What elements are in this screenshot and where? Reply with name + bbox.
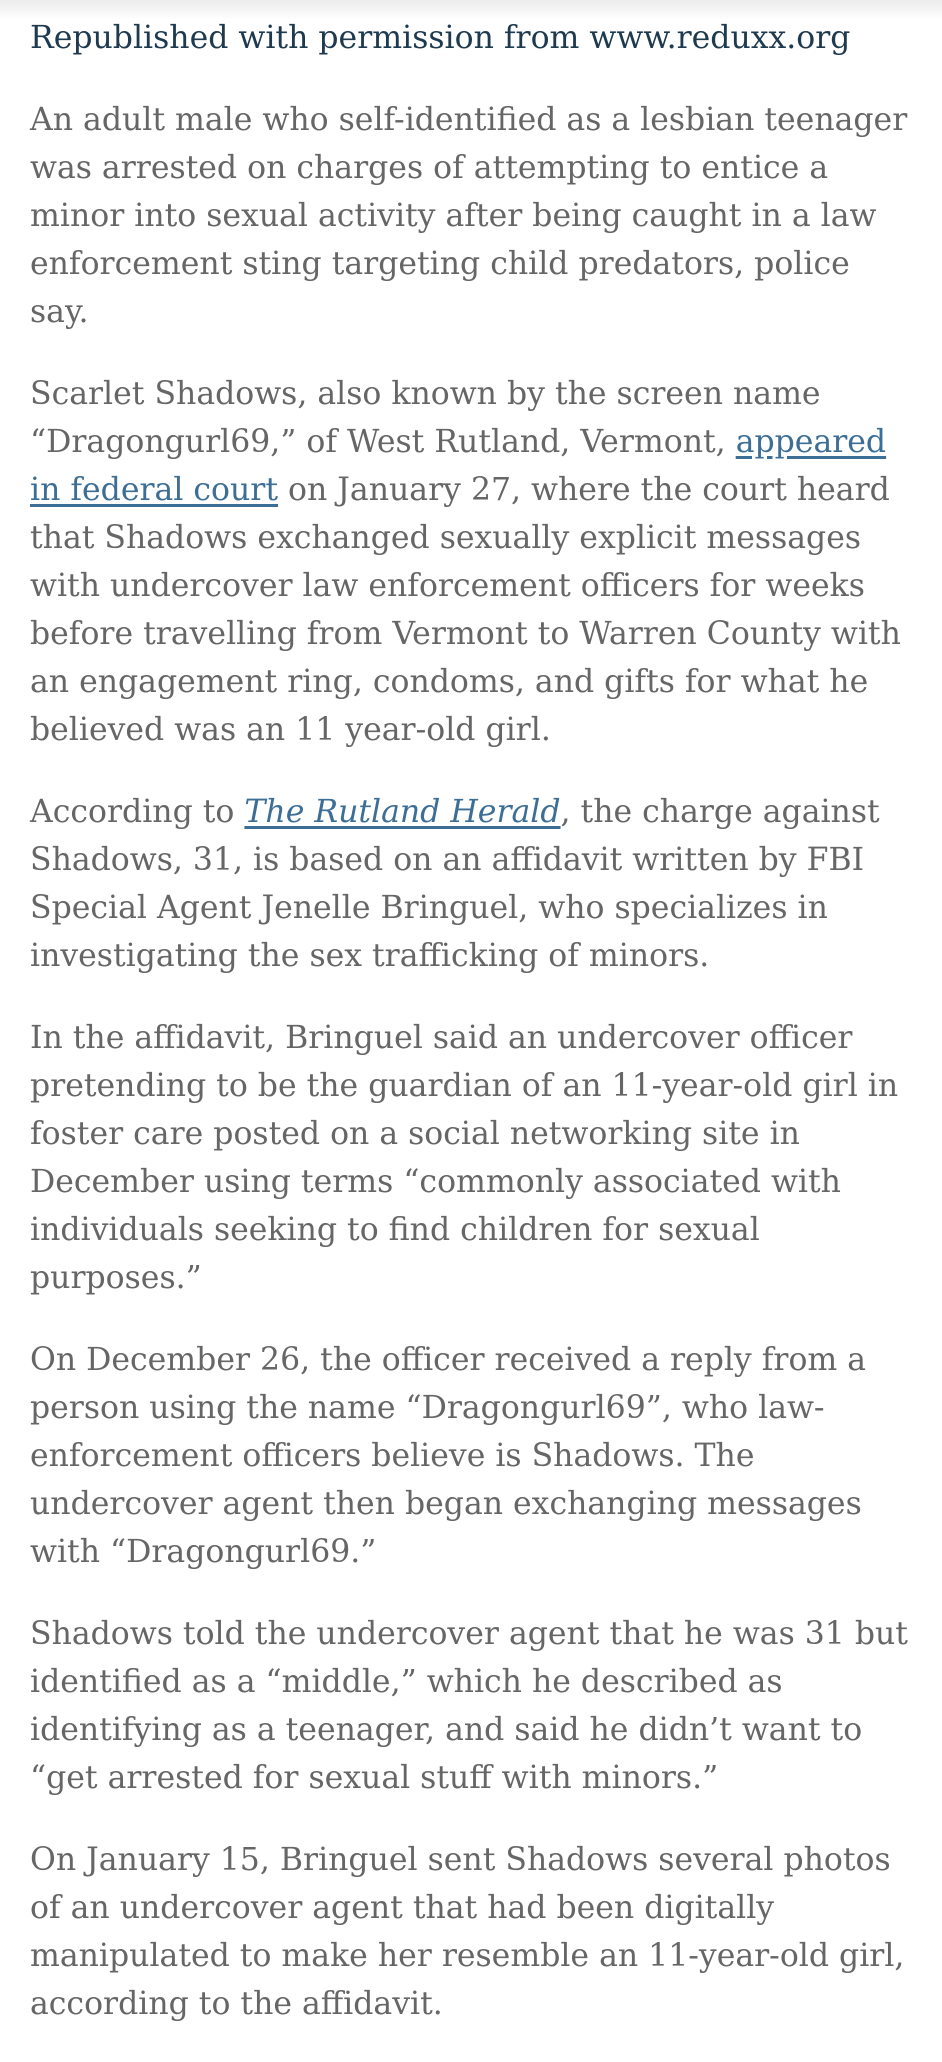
paragraph-text: On December 26, the officer received a reply from a person using the name “Dragongurl69”, who law-enforcement officers believe is Shadows. The undercover agent then began exchanging messages with “Dragongurl69.” [30, 1342, 867, 1570]
paragraph-text: In the affidavit, Bringuel said an undercover officer pretending to be the guardian of an 11-year-old girl in foster care posted on a social networking site in December using terms “commonly associated with individuals seeking to find children for sexual purposes.” [30, 1020, 899, 1296]
paragraph-text: According to [30, 794, 245, 830]
rutland-herald-link[interactable]: The Rutland Herald [244, 794, 561, 830]
article-paragraph-4 [30, 1014, 915, 1302]
paragraph-text: Shadows told the undercover agent that he was 31 but identified as a “middle,” which he described as identifying as a teenager, and said he didn’t want to “get arrested for sexual stuff with minors.” [30, 1616, 908, 1796]
paragraph-text: , the charge against Shadows, 31, is based on an affidavit written by FBI Special Agent Jenelle Bringuel, who specializes in investigating the sex trafficking of minors. [30, 794, 880, 974]
republished-note: Republished with permission from www.reduxx.org [30, 20, 851, 56]
article-paragraph-3 [30, 788, 915, 980]
paragraph-text: Scarlet Shadows, also known by the screen name “Dragongurl69,” of West Rutland, Vermont, [30, 376, 821, 460]
paragraph-text: An adult male who self-identified as a lesbian teenager was arrested on charges of attempting to entice a minor into sexual activity after being caught in a law enforcement sting targeting child predators, police say. [30, 102, 908, 330]
article-paragraph-6 [30, 1610, 915, 1802]
paragraph-text: on January 27, where the court heard that Shadows exchanged sexually explicit messages with undercover law enforcement officers for weeks before travelling from Vermont to Warren County with an engagement ring, condoms, and gifts for what he believed was an 11 year-old girl. [30, 472, 901, 748]
article-paragraph-2 [30, 370, 915, 754]
article-paragraph-7 [30, 1836, 915, 2028]
paragraph-text: On January 15, Bringuel sent Shadows several photos of an undercover agent that had been digitally manipulated to make her resemble an 11-year-old girl, according to the affidavit. [30, 1842, 905, 2022]
article-body [30, 14, 915, 2062]
article-paragraph-1 [30, 96, 915, 336]
article-paragraph-5 [30, 1336, 915, 1576]
federal-court-link[interactable]: appeared in federal court [30, 424, 887, 508]
